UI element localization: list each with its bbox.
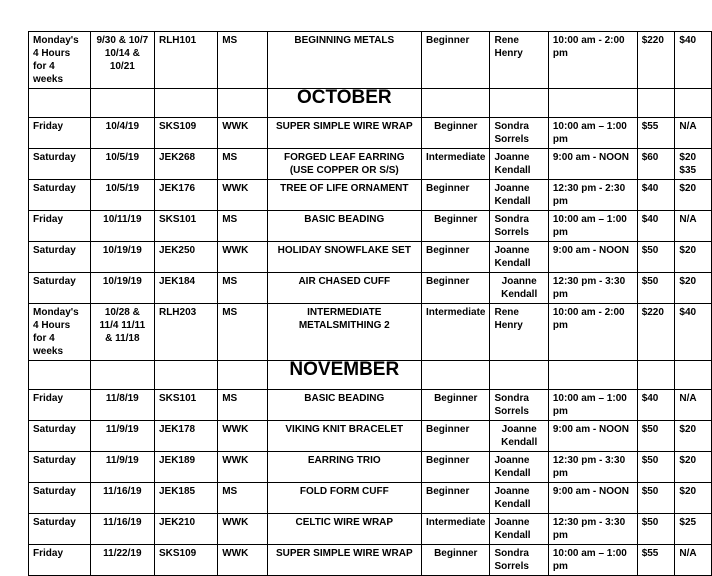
location-cell: WWK: [218, 514, 267, 545]
location-cell: MS: [218, 211, 267, 242]
course-code-cell: SKS101: [154, 390, 217, 421]
level-cell: Beginner: [422, 32, 490, 89]
table-row: [29, 304, 712, 361]
materials-fee-cell: $20: [675, 452, 712, 483]
day-cell: Saturday: [29, 149, 91, 180]
course-code-cell: JEK268: [154, 149, 217, 180]
time-cell: 10:00 am - 2:00 pm: [548, 304, 637, 361]
instructor-cell: Joanne Kendall: [490, 452, 548, 483]
location-cell: MS: [218, 304, 267, 361]
time-cell: 10:00 am – 1:00 pm: [548, 545, 637, 576]
level-cell: Beginner: [422, 118, 490, 149]
level-cell: Beginner: [422, 211, 490, 242]
course-code-cell: SKS109: [154, 545, 217, 576]
materials-fee-cell: $20: [675, 242, 712, 273]
class-title-cell: INTERMEDIATE METALSMITHING 2: [267, 304, 421, 361]
table-row: [29, 242, 712, 273]
materials-fee-cell: $20: [675, 273, 712, 304]
class-title-cell: FOLD FORM CUFF: [267, 483, 421, 514]
fee-cell: $40: [637, 211, 675, 242]
day-cell: Friday: [29, 118, 91, 149]
time-cell: 9:00 am - NOON: [548, 421, 637, 452]
class-title-cell: SUPER SIMPLE WIRE WRAP: [267, 118, 421, 149]
time-cell: 9:00 am - NOON: [548, 149, 637, 180]
date-cell: 9/30 & 10/7 10/14 & 10/21: [90, 32, 154, 89]
location-cell: WWK: [218, 421, 267, 452]
date-cell: 11/9/19: [90, 452, 154, 483]
time-cell: 12:30 pm - 3:30 pm: [548, 273, 637, 304]
instructor-cell: Rene Henry: [490, 304, 548, 361]
level-cell: Beginner: [422, 180, 490, 211]
class-title-cell: FORGED LEAF EARRING (USE COPPER OR S/S): [267, 149, 421, 180]
class-title-cell: TREE OF LIFE ORNAMENT: [267, 180, 421, 211]
location-cell: WWK: [218, 545, 267, 576]
day-cell: Monday's 4 Hours for 4 weeks: [29, 32, 91, 89]
materials-fee-cell: $25: [675, 514, 712, 545]
location-cell: MS: [218, 390, 267, 421]
class-title-cell: AIR CHASED CUFF: [267, 273, 421, 304]
fee-cell: $50: [637, 514, 675, 545]
location-cell: MS: [218, 149, 267, 180]
table-row: [29, 514, 712, 545]
instructor-cell: Joanne Kendall: [490, 242, 548, 273]
location-cell: WWK: [218, 452, 267, 483]
course-code-cell: JEK189: [154, 452, 217, 483]
day-cell: Friday: [29, 211, 91, 242]
table-row: [29, 452, 712, 483]
table-row: [29, 273, 712, 304]
fee-cell: $220: [637, 32, 675, 89]
date-cell: 10/19/19: [90, 242, 154, 273]
fee-cell: $55: [637, 118, 675, 149]
date-cell: 10/28 & 11/4 11/11 & 11/18: [90, 304, 154, 361]
table-row: [29, 180, 712, 211]
materials-fee-cell: $40: [675, 32, 712, 89]
instructor-cell: Joanne Kendall: [490, 149, 548, 180]
month-title-october: OCTOBER: [267, 89, 421, 118]
level-cell: Beginner: [422, 242, 490, 273]
table-row: [29, 421, 712, 452]
course-code-cell: SKS109: [154, 118, 217, 149]
time-cell: 12:30 pm - 3:30 pm: [548, 514, 637, 545]
instructor-cell: Rene Henry: [490, 32, 548, 89]
instructor-cell: Joanne Kendall: [490, 421, 548, 452]
time-cell: 10:00 am – 1:00 pm: [548, 211, 637, 242]
location-cell: WWK: [218, 242, 267, 273]
date-cell: 10/11/19: [90, 211, 154, 242]
date-cell: 11/22/19: [90, 545, 154, 576]
time-cell: 9:00 am - NOON: [548, 242, 637, 273]
day-cell: Friday: [29, 390, 91, 421]
course-code-cell: JEK178: [154, 421, 217, 452]
table-row: [29, 390, 712, 421]
level-cell: Beginner: [422, 273, 490, 304]
materials-fee-cell: N/A: [675, 211, 712, 242]
month-header-row: [29, 361, 712, 390]
class-title-cell: SUPER SIMPLE WIRE WRAP: [267, 545, 421, 576]
day-cell: Saturday: [29, 514, 91, 545]
date-cell: 10/19/19: [90, 273, 154, 304]
level-cell: Intermediate: [422, 149, 490, 180]
date-cell: 11/16/19: [90, 514, 154, 545]
day-cell: Saturday: [29, 421, 91, 452]
course-code-cell: JEK185: [154, 483, 217, 514]
time-cell: 9:00 am - NOON: [548, 483, 637, 514]
materials-fee-cell: $20: [675, 180, 712, 211]
time-cell: 10:00 am – 1:00 pm: [548, 390, 637, 421]
instructor-cell: Sondra Sorrels: [490, 211, 548, 242]
course-code-cell: JEK250: [154, 242, 217, 273]
class-title-cell: BEGINNING METALS: [267, 32, 421, 89]
instructor-cell: Sondra Sorrels: [490, 545, 548, 576]
time-cell: 10:00 am – 1:00 pm: [548, 118, 637, 149]
day-cell: Friday: [29, 545, 91, 576]
date-cell: 10/5/19: [90, 149, 154, 180]
level-cell: Beginner: [422, 545, 490, 576]
fee-cell: $50: [637, 452, 675, 483]
table-row: [29, 149, 712, 180]
materials-fee-cell: $40: [675, 304, 712, 361]
date-cell: 11/16/19: [90, 483, 154, 514]
fee-cell: $40: [637, 180, 675, 211]
fee-cell: $220: [637, 304, 675, 361]
table-row: [29, 118, 712, 149]
day-cell: Saturday: [29, 483, 91, 514]
day-cell: Saturday: [29, 273, 91, 304]
day-cell: Saturday: [29, 452, 91, 483]
instructor-cell: Joanne Kendall: [490, 273, 548, 304]
instructor-cell: Sondra Sorrels: [490, 118, 548, 149]
table-row: [29, 545, 712, 576]
level-cell: Intermediate: [422, 514, 490, 545]
fee-cell: $55: [637, 545, 675, 576]
class-title-cell: HOLIDAY SNOWFLAKE SET: [267, 242, 421, 273]
location-cell: MS: [218, 32, 267, 89]
table-row: [29, 211, 712, 242]
level-cell: Beginner: [422, 421, 490, 452]
date-cell: 11/9/19: [90, 421, 154, 452]
level-cell: Beginner: [422, 390, 490, 421]
day-cell: Saturday: [29, 242, 91, 273]
course-code-cell: JEK210: [154, 514, 217, 545]
table-row: [29, 32, 712, 89]
location-cell: WWK: [218, 180, 267, 211]
materials-fee-cell: $20: [675, 421, 712, 452]
materials-fee-cell: $20: [675, 483, 712, 514]
time-cell: 10:00 am - 2:00 pm: [548, 32, 637, 89]
fee-cell: $50: [637, 421, 675, 452]
materials-fee-cell: N/A: [675, 390, 712, 421]
location-cell: MS: [218, 273, 267, 304]
level-cell: Beginner: [422, 483, 490, 514]
day-cell: Monday's 4 Hours for 4 weeks: [29, 304, 91, 361]
month-header-row: [29, 89, 712, 118]
month-title-november: NOVEMBER: [267, 361, 421, 390]
materials-fee-cell: N/A: [675, 118, 712, 149]
time-cell: 12:30 pm - 3:30 pm: [548, 452, 637, 483]
instructor-cell: Sondra Sorrels: [490, 390, 548, 421]
materials-fee-cell: $20 $35: [675, 149, 712, 180]
course-code-cell: SKS101: [154, 211, 217, 242]
course-code-cell: RLH203: [154, 304, 217, 361]
fee-cell: $50: [637, 242, 675, 273]
time-cell: 12:30 pm - 2:30 pm: [548, 180, 637, 211]
level-cell: Beginner: [422, 452, 490, 483]
date-cell: 10/5/19: [90, 180, 154, 211]
location-cell: MS: [218, 483, 267, 514]
table-row: [29, 483, 712, 514]
class-schedule-table: [28, 31, 712, 576]
course-code-cell: JEK176: [154, 180, 217, 211]
location-cell: WWK: [218, 118, 267, 149]
course-code-cell: JEK184: [154, 273, 217, 304]
day-cell: Saturday: [29, 180, 91, 211]
instructor-cell: Joanne Kendall: [490, 514, 548, 545]
class-title-cell: VIKING KNIT BRACELET: [267, 421, 421, 452]
fee-cell: $50: [637, 273, 675, 304]
class-title-cell: BASIC BEADING: [267, 390, 421, 421]
class-title-cell: EARRING TRIO: [267, 452, 421, 483]
instructor-cell: Joanne Kendall: [490, 483, 548, 514]
date-cell: 10/4/19: [90, 118, 154, 149]
course-code-cell: RLH101: [154, 32, 217, 89]
date-cell: 11/8/19: [90, 390, 154, 421]
class-title-cell: BASIC BEADING: [267, 211, 421, 242]
materials-fee-cell: N/A: [675, 545, 712, 576]
fee-cell: $40: [637, 390, 675, 421]
fee-cell: $50: [637, 483, 675, 514]
level-cell: Intermediate: [422, 304, 490, 361]
class-title-cell: CELTIC WIRE WRAP: [267, 514, 421, 545]
fee-cell: $60: [637, 149, 675, 180]
instructor-cell: Joanne Kendall: [490, 180, 548, 211]
